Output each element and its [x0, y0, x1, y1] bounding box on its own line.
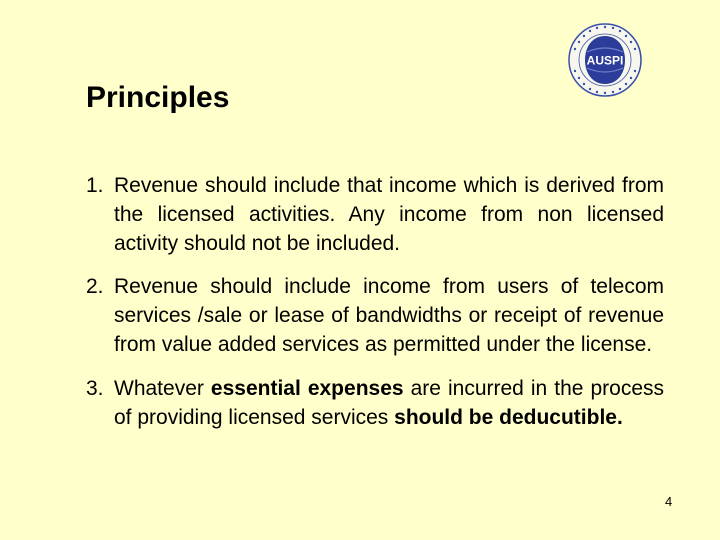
item-number: 2.	[86, 275, 104, 299]
slide-title: Principles	[86, 81, 230, 114]
item-text-part: Whatever	[114, 376, 211, 400]
list-item	[86, 273, 664, 359]
item-text-emphasis: should be deducutible.	[394, 405, 623, 429]
item-text	[114, 375, 664, 433]
item-number: 3.	[86, 376, 104, 400]
item-text: Revenue should include that income which is derived from the licensed activities. Any income from non licensed activity should not be included.	[114, 174, 664, 255]
item-number: 1.	[86, 174, 104, 197]
item-text-part: are incurred in the process of providing licensed services	[114, 376, 665, 429]
item-text-emphasis: essential expenses	[210, 376, 404, 400]
list-item	[86, 375, 664, 433]
page-number: 4	[665, 494, 673, 509]
auspi-emblem-icon	[567, 22, 643, 98]
auspi-logo	[567, 22, 643, 98]
list-item	[86, 172, 664, 258]
item-text: Revenue should include income from users of telecom services /sale or lease of bandwidths or receipt of revenue from value added services as permitted under the license.	[114, 275, 664, 356]
principles-list	[86, 172, 664, 447]
logo-text: AUSPI	[586, 53, 624, 68]
